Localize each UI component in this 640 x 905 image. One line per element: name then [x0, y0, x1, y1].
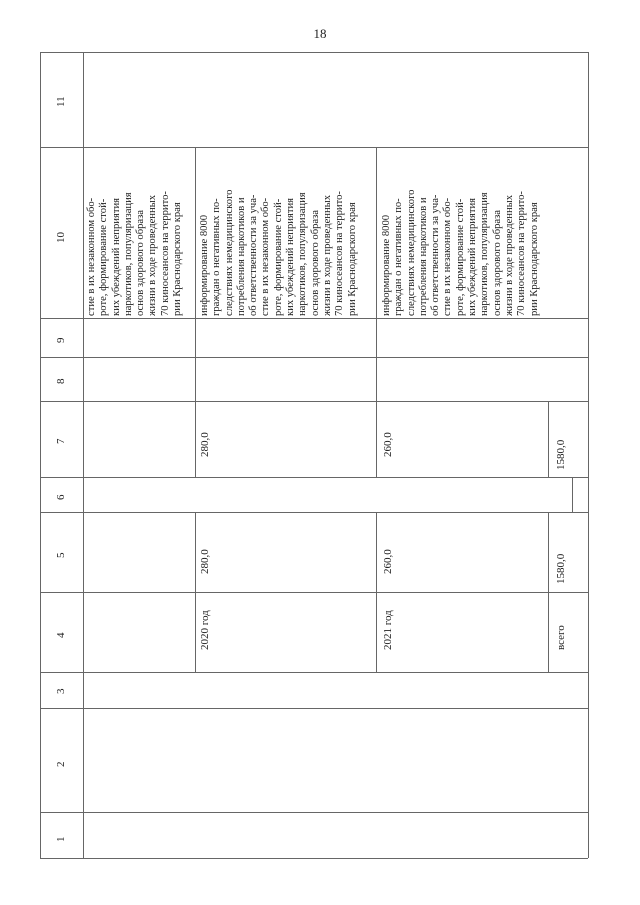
amount-cell: 260,0 — [382, 549, 394, 574]
table-line — [83, 52, 84, 858]
column-header: 11 — [55, 96, 67, 107]
column-header: 9 — [55, 337, 67, 343]
table-line — [40, 477, 588, 478]
table-line — [588, 52, 589, 858]
result-text: информирование 8000 граждан о негативных по- следствиях немедицинского потребления наркотиков и об ответственности за уча- стие в их незаконном обо- роте, формирование стой- ких убеждений неприятия наркотиков, популяризация основ здорового образа жизни в ходе проведенных 70 киносеансов на террито- рии Краснодарского края — [381, 189, 540, 316]
column-header: 5 — [55, 552, 67, 558]
table-line — [376, 147, 377, 477]
table-line — [40, 147, 588, 148]
amount-cell: 280,0 — [199, 549, 211, 574]
table-line — [195, 147, 196, 477]
page-number: 18 — [313, 26, 327, 41]
table-line — [40, 858, 588, 859]
table-line — [376, 512, 377, 672]
table-line — [195, 512, 196, 672]
total-label: всего — [555, 625, 567, 650]
amount-cell: 260,0 — [382, 432, 394, 457]
result-text: стие в их незаконном обо- роте, формирование стой- ких убеждений неприятия наркотиков, популяризация основ здорового образа жизни в ходе проведенных 70 киносеансов на террито- рии Краснодарского края — [86, 191, 184, 316]
table-line — [40, 52, 41, 858]
table-line — [40, 708, 588, 709]
column-header: 10 — [55, 232, 67, 243]
year-cell: 2020 год — [199, 610, 211, 650]
column-header: 7 — [55, 438, 67, 444]
year-cell: 2021 год — [382, 610, 394, 650]
column-header: 6 — [55, 494, 67, 500]
column-header: 2 — [55, 761, 67, 767]
column-header: 8 — [55, 378, 67, 384]
total-amount: 1580,0 — [555, 439, 567, 470]
table-line — [548, 401, 549, 477]
column-header: 3 — [55, 688, 67, 694]
total-amount: 1580,0 — [555, 553, 567, 584]
amount-cell: 280,0 — [199, 432, 211, 457]
table-line — [40, 512, 588, 513]
table-line — [40, 812, 588, 813]
table-line — [548, 512, 549, 672]
table-line — [40, 401, 588, 402]
table-line — [40, 672, 588, 673]
table-line — [40, 357, 588, 358]
table-line — [40, 52, 588, 53]
column-header: 4 — [55, 632, 67, 638]
column-header: 1 — [55, 836, 67, 842]
result-text: информирование 8000 граждан о негативных по- следствиях немедицинского потребления наркотиков и об ответственности за уча- стие в их незаконном обо- роте, формирование стой- ких убеждений неприятия наркотиков, популяризация основ здорового образа жизни в ходе проведенных 70 киносеансов на террито- рии Краснодарского края — [199, 189, 358, 316]
table-line — [572, 477, 573, 512]
table-line — [40, 318, 588, 319]
table-line — [40, 592, 588, 593]
